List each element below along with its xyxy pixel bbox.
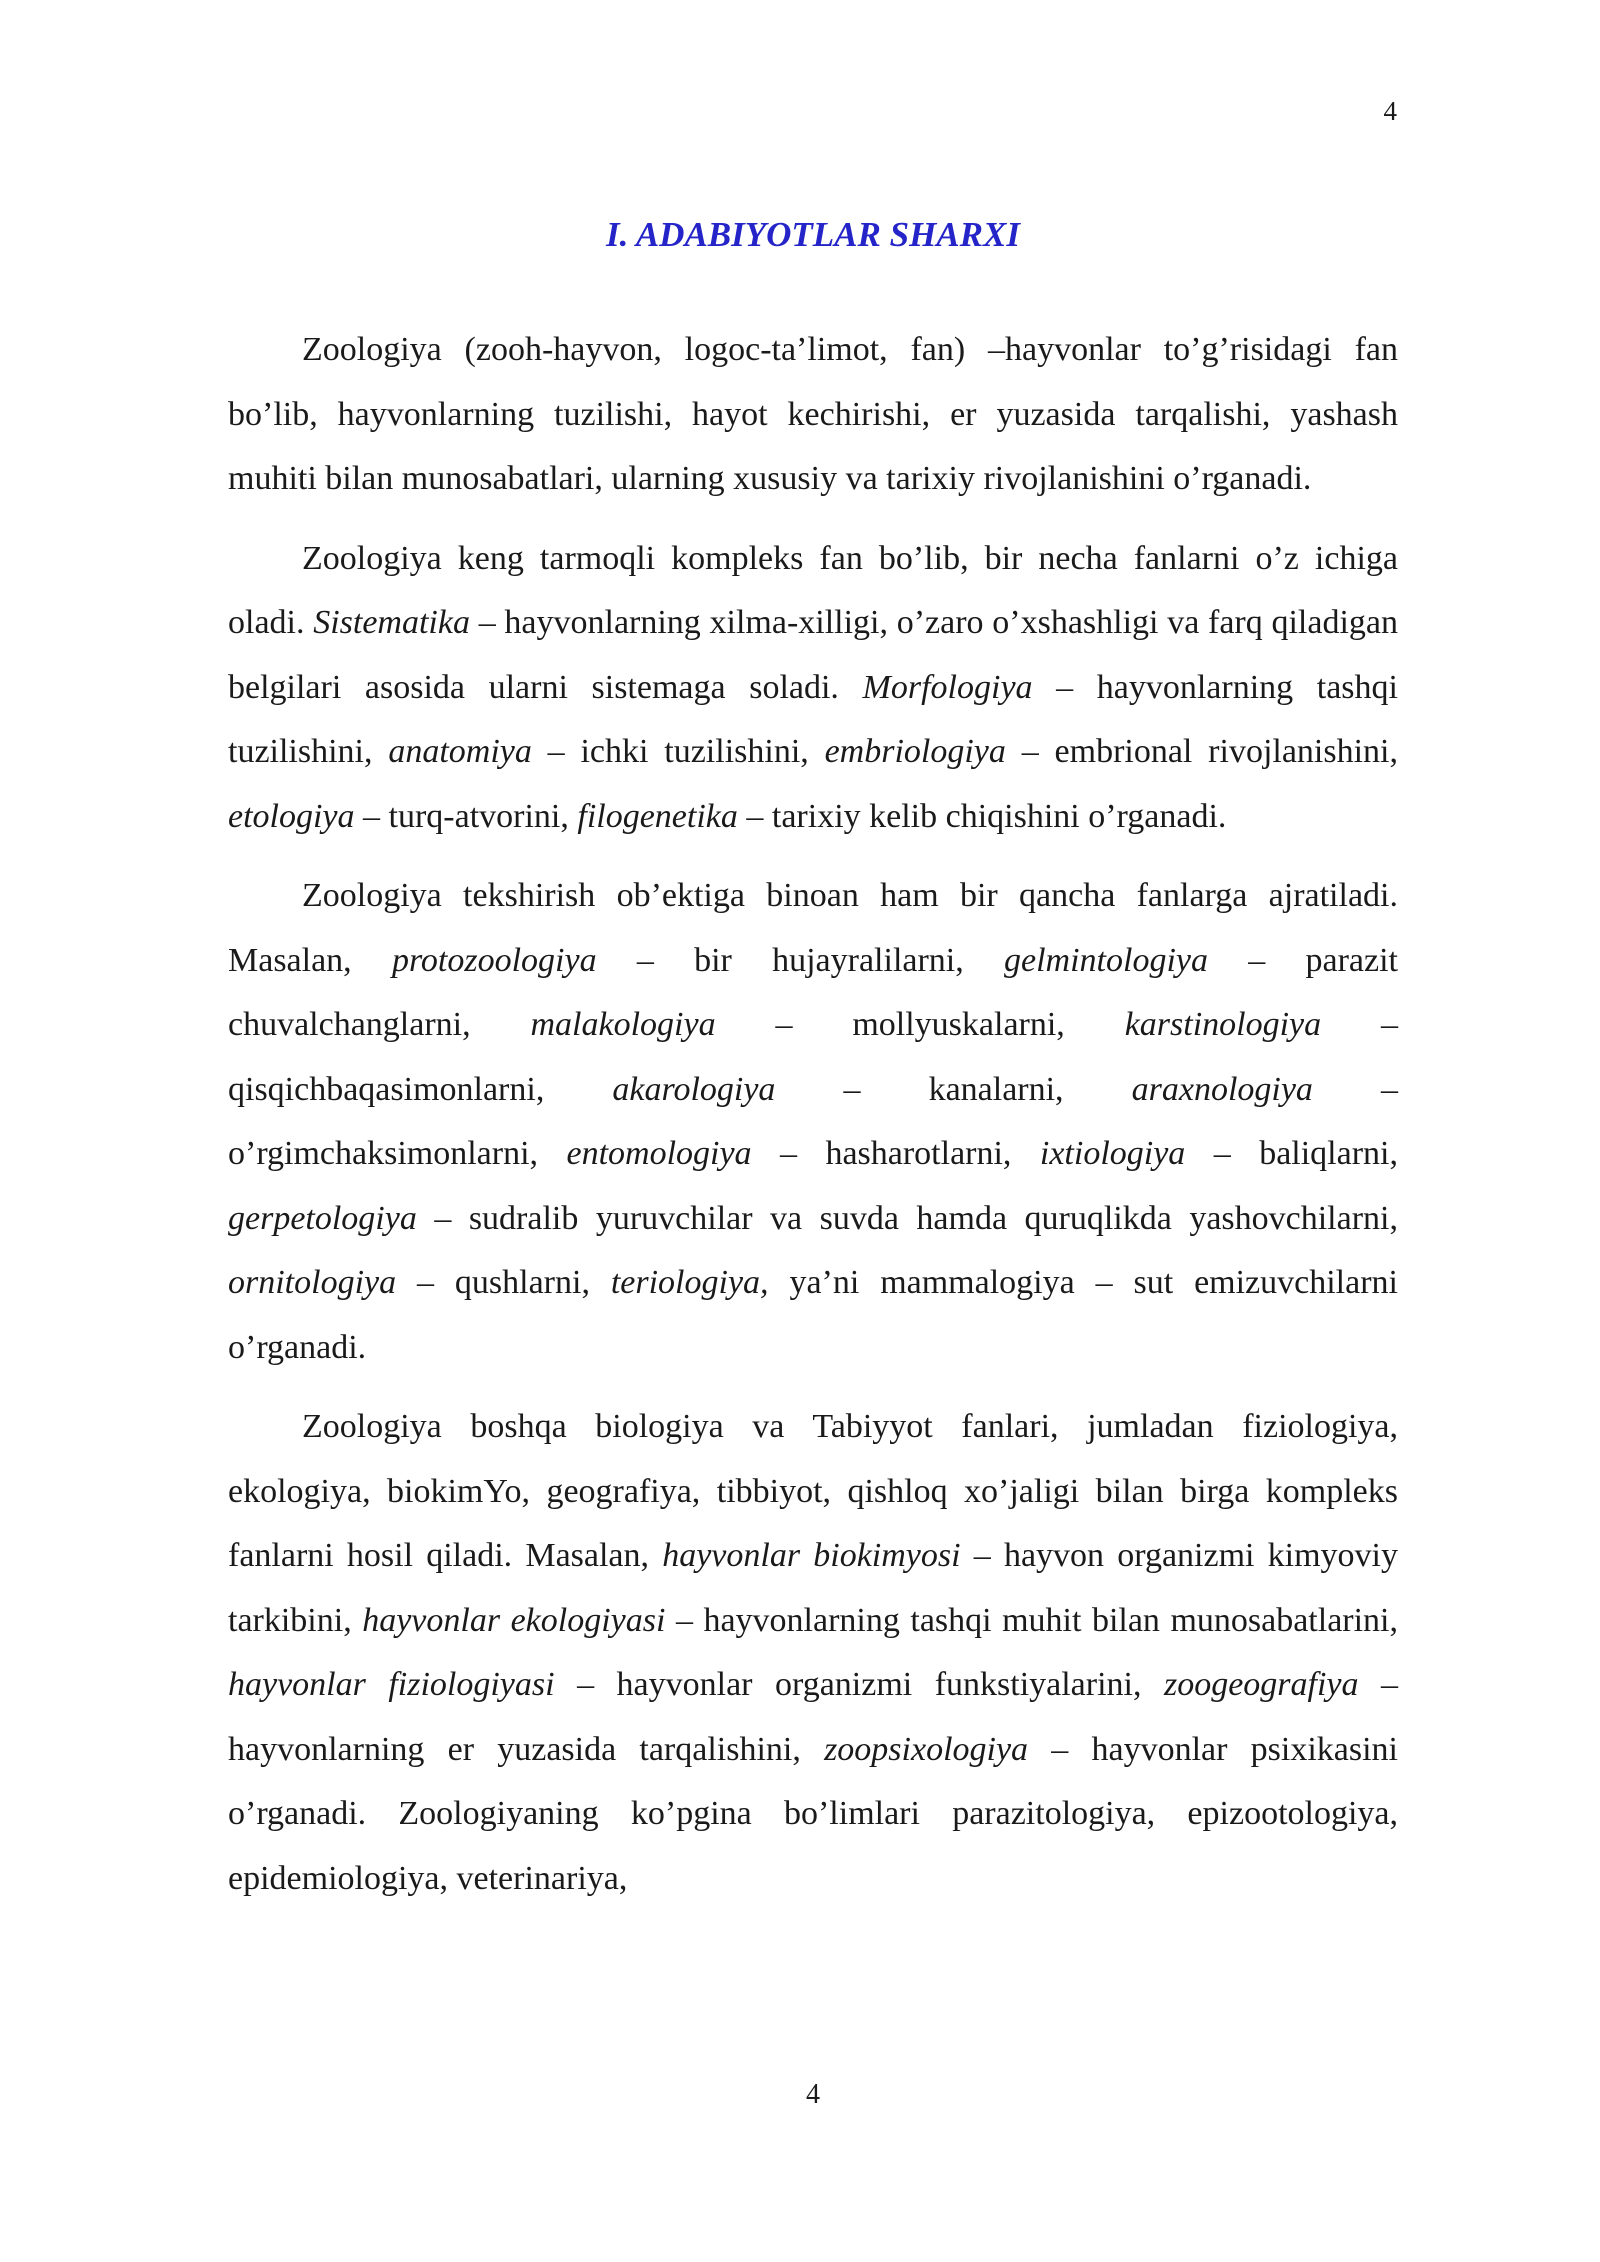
- italic-term: hayvonlar biokimyosi: [662, 1537, 961, 1574]
- text-run: – hayvonlarning tashqi tuzilishini,: [228, 668, 1398, 770]
- italic-term: akarologiya: [612, 1070, 776, 1108]
- italic-term: karstinologiya: [1124, 1006, 1322, 1043]
- text-run: Zoologiya keng tarmoqli kompleks fan bo’lib, bir necha fanlarni o’z ichiga oladi.: [228, 539, 1398, 641]
- text-run: – hayvonlarning er yuzasida tarqalishini,: [228, 1666, 1398, 1768]
- paragraph-2: [228, 527, 1398, 850]
- text-run: – sudralib yuruvchilar va suvda hamda quruqlikda yashovchilarni,: [416, 1199, 1398, 1237]
- text-run: – embrional rivojlanishini,: [1005, 733, 1399, 770]
- italic-term: zoogeografiya: [1163, 1666, 1359, 1703]
- text-run: ya’ni mammalogiya – sut emizuvchilarni o’rganadi.: [228, 1264, 1398, 1366]
- italic-term: malakologiya: [530, 1006, 716, 1043]
- text-run: – hasharotlarni,: [751, 1135, 1040, 1172]
- text-run: Zoologiya boshqa biologiya va Tabiyyot fanlari, jumladan fiziologiya, ekologiya, biokimYo, geografiya, tibbiyot, qishloq xo’jaligi bilan birga kompleks fanlarni hosil qiladi. Masalan,: [228, 1408, 1398, 1574]
- text-run: – baliqlarni,: [1185, 1135, 1398, 1172]
- text-run: – qushlarni,: [396, 1264, 611, 1301]
- italic-term: protozoologiya: [391, 941, 597, 979]
- paragraph-1: [228, 318, 1398, 512]
- italic-term: zoopsixologiya: [824, 1730, 1029, 1768]
- text-run: – hayvon organizmi kimyoviy tarkibini,: [228, 1537, 1398, 1639]
- text-run: – hayvonlarning tashqi muhit bilan munosabatlarini,: [665, 1601, 1398, 1639]
- italic-term: hayvonlar fiziologiyasi: [228, 1666, 555, 1703]
- italic-term: ixtiologiya: [1039, 1135, 1186, 1172]
- italic-term: anatomiya: [388, 733, 532, 770]
- italic-term: filogenetika: [577, 797, 738, 835]
- text-run: – turq-atvorini,: [354, 797, 578, 835]
- paragraph-3: [228, 864, 1398, 1380]
- text-run: – mollyuskalarni,: [715, 1006, 1125, 1043]
- text-run: – tarixiy kelib chiqishini o’rganadi.: [737, 797, 1227, 835]
- italic-term: gelmintologiya: [1004, 941, 1208, 979]
- text-run: – hayvonlar psixikasini o’rganadi. Zoologiyaning ko’pgina bo’limlari parazitologiya, epizootologiya, epidemiologiya, veterinariya,: [228, 1730, 1398, 1897]
- text-run: Zoologiya tekshirish ob’ektiga binoan ham bir qancha fanlarga ajratiladi. Masalan,: [228, 877, 1398, 979]
- body-text: [228, 318, 1398, 1926]
- text-run: – hayvonlarning xilma-xilligi, o’zaro o’xshashligi va farq qiladigan belgilari asosida ularni sistemaga soladi.: [228, 604, 1398, 706]
- text-run: – parazit chuvalchanglarni,: [228, 941, 1398, 1043]
- italic-term: hayvonlar ekologiyasi: [362, 1601, 666, 1639]
- italic-term: etologiya: [228, 797, 355, 835]
- text-run: – hayvonlar organizmi funkstiyalarini,: [554, 1666, 1164, 1703]
- text-run: – o’rgimchaksimonlarni,: [228, 1070, 1398, 1172]
- italic-term: Morfologiya: [862, 668, 1033, 706]
- text-run: – ichki tuzilishini,: [531, 733, 825, 770]
- text-run: – qisqichbaqasimonlarni,: [228, 1006, 1399, 1108]
- italic-term: embriologiya: [824, 733, 1006, 770]
- italic-term: Sistematika: [313, 604, 470, 641]
- italic-term: araxnologiya: [1131, 1070, 1313, 1108]
- text-run: – kanalarni,: [775, 1070, 1132, 1108]
- italic-term: gerpetologiya: [228, 1199, 417, 1237]
- page-number-top: 4: [1383, 96, 1397, 126]
- page-number-bottom: 4: [806, 2079, 820, 2110]
- paragraph-4: [228, 1395, 1398, 1911]
- italic-term: entomologiya: [566, 1135, 752, 1172]
- text-run: – bir hujayralilarni,: [596, 941, 1005, 979]
- section-heading: I. ADABIYOTLAR SHARXI: [606, 215, 1020, 255]
- italic-term: teriologiya,: [610, 1264, 769, 1301]
- italic-term: ornitologiya: [228, 1264, 397, 1301]
- text-run: Zoologiya (zooh-hayvon, logoc-ta’limot, fan) –hayvonlar to’g’risidagi fan bo’lib, hayvonlarning tuzilishi, hayot kechirishi, er yuzasida tarqalishi, yashash muhiti bilan munosabatlari, ularning xususiy va tarixiy rivojlanishini o’rganadi.: [228, 331, 1398, 497]
